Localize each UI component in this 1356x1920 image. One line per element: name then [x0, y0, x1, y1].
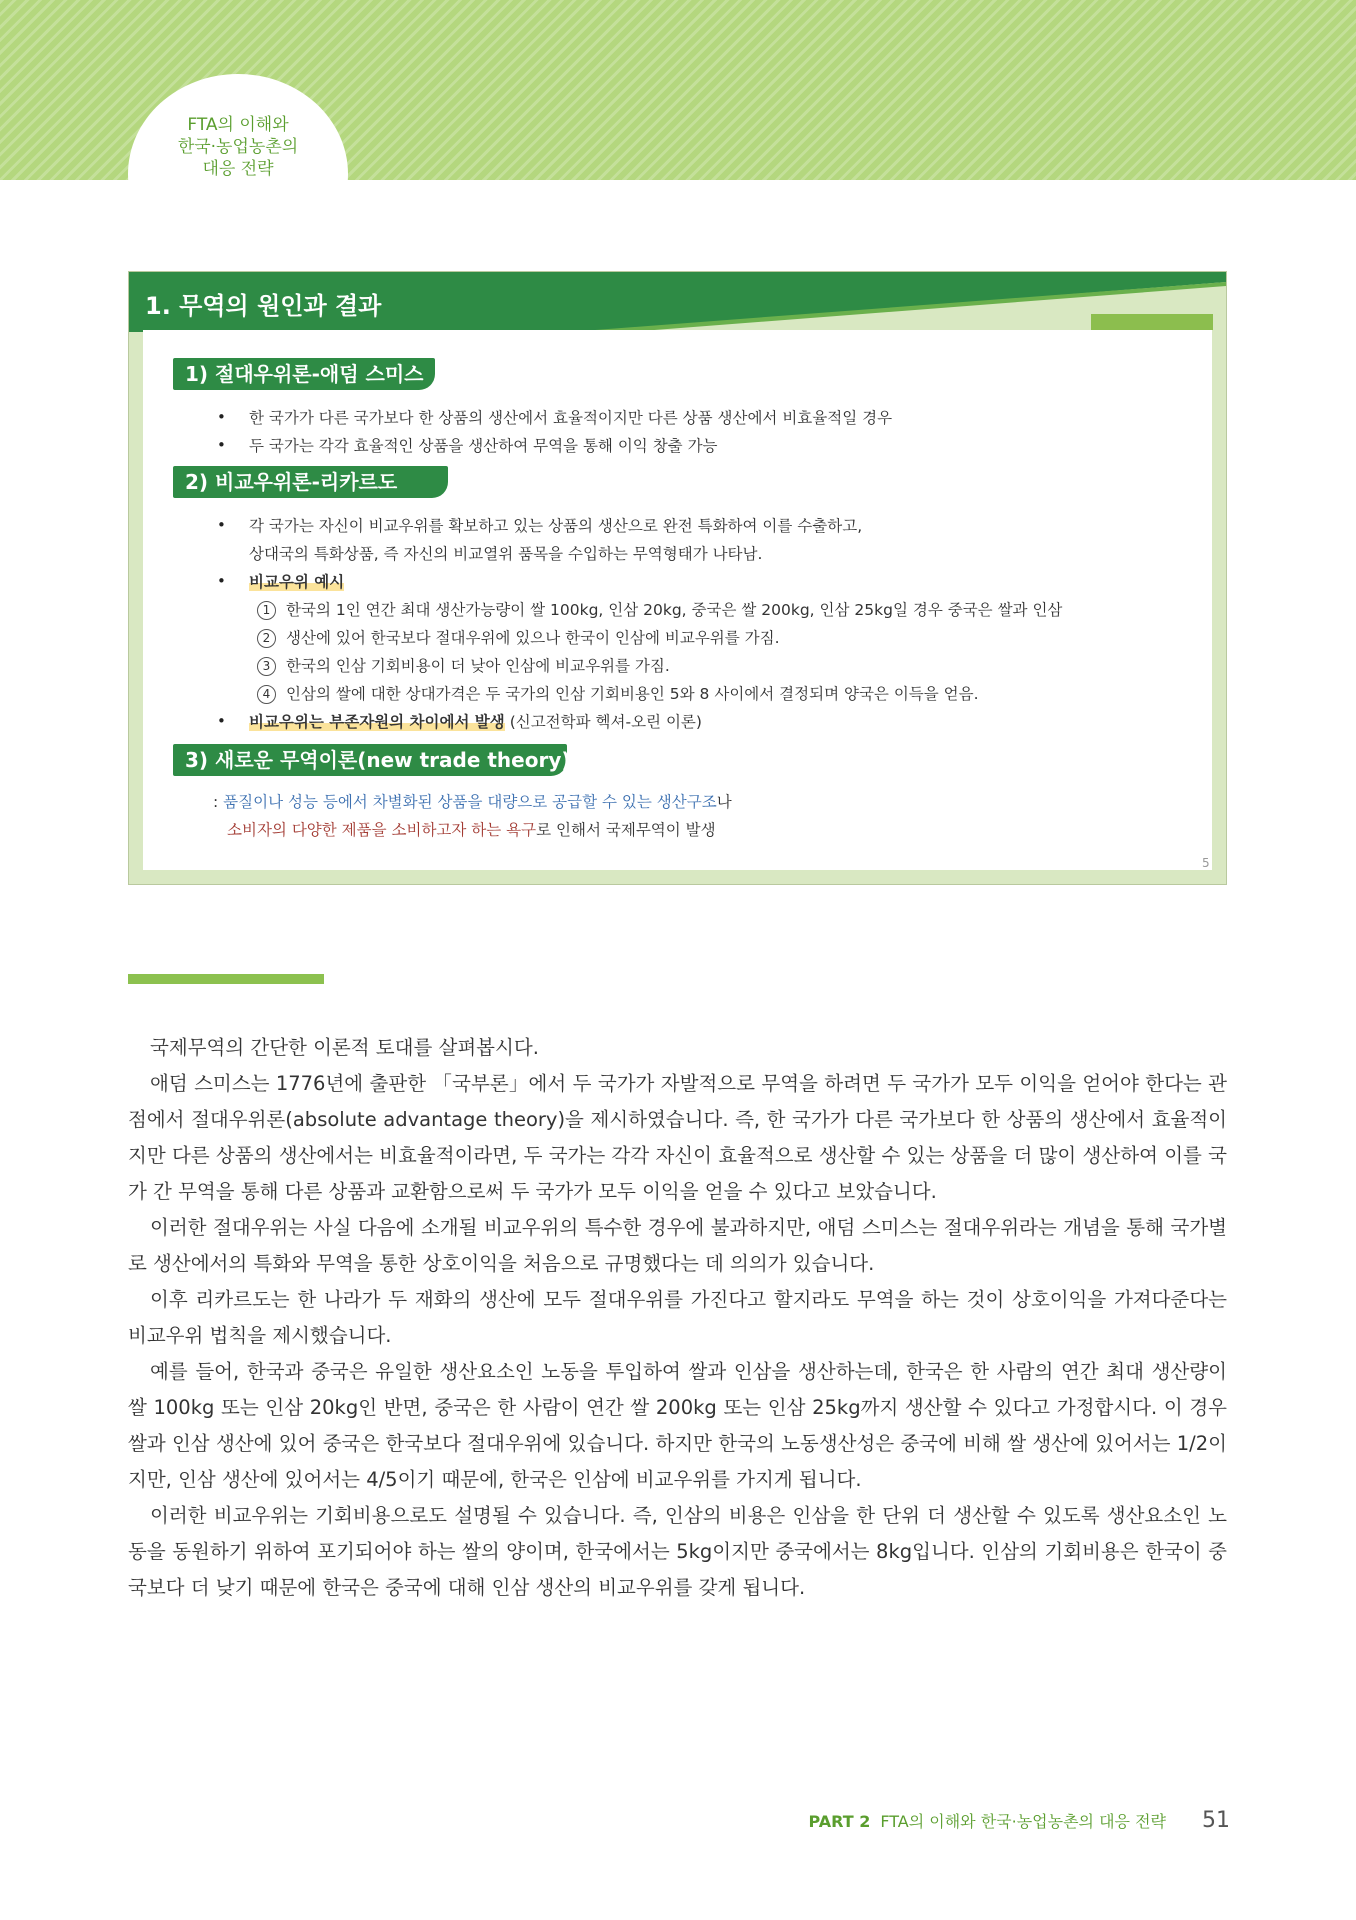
example-heading: [249, 570, 344, 592]
section-2-tag: 2) 비교우위론-리카르도: [173, 466, 448, 498]
paragraph: 이러한 비교우위는 기회비용으로도 설명될 수 있습니다. 즉, 인삼의 비용은 인삼을 한 단위 더 생산할 수 있도록 생산요소인 노동을 동원하기 위하여 포기되어야 하는 쌀의 양이며, 한국에서는 5kg이지만 중국에서는 8kg입니다. 인삼의 기회비용은 한국이 중국보다 더 낮기 때문에 한국은 중국에 대해 인삼 생산의 비교우위를 갖게 됩니다.: [128, 1504, 1227, 1599]
red-phrase: 소비자의 다양한 제품을 소비하고자 하는 욕구: [227, 821, 537, 839]
bullet-icon: •: [217, 408, 226, 426]
section-divider: [128, 974, 324, 984]
slide-title: 1. 무역의 원인과 결과: [145, 292, 382, 320]
bullet-text: (신고전학파 헥셔-오린 이론): [504, 713, 702, 731]
example-text: 한국의 인삼 기회비용이 더 낮아 인삼에 비교우위를 가짐.: [286, 657, 670, 675]
line-suffix: 로 인해서 국제무역이 발생: [536, 821, 716, 839]
section-1-tag: 1) 절대우위론-애덤 스미스: [173, 358, 435, 390]
body-text: [128, 1030, 1227, 1606]
chapter-title-line: 한국·농업농촌의: [177, 137, 299, 157]
section-3-tag: 3) 새로운 무역이론(new trade theory): [173, 744, 567, 776]
page-number: 51: [1202, 1808, 1230, 1833]
chapter-title-line: 대응 전략: [202, 159, 274, 179]
page-footer: [760, 1808, 1230, 1833]
paragraph: 이러한 절대우위는 사실 다음에 소개될 비교우위의 특수한 경우에 불과하지만, 애덤 스미스는 절대우위라는 개념을 통해 국가별로 생산에서의 특화와 무역을 통한 상호이익을 처음으로 규명했다는 데 의의가 있습니다.: [128, 1216, 1227, 1275]
section-1-bullet: 한 국가가 다른 국가보다 한 상품의 생산에서 효율적이지만 다른 상품 생산에서 비효율적일 경우: [249, 409, 893, 427]
lecture-slide: [128, 271, 1227, 885]
chapter-title-line: FTA의 이해와: [187, 115, 289, 135]
example-text: 인삼의 쌀에 대한 상대가격은 두 국가의 인삼 기회비용인 5와 8 사이에서 결정되며 양국은 이득을 얻음.: [286, 685, 979, 703]
example-item: [257, 626, 780, 648]
circled-number: 2: [257, 629, 276, 648]
section-3-line: [227, 818, 716, 840]
bullet-icon: •: [217, 516, 226, 534]
section-1-bullet: 두 국가는 각각 효율적인 상품을 생산하여 무역을 통해 이익 창출 가능: [249, 437, 718, 455]
bullet-icon: •: [217, 436, 226, 454]
slide-content: [143, 330, 1212, 870]
circled-number: 4: [257, 685, 276, 704]
footer-part: PART 2: [808, 1812, 871, 1831]
paragraph: 애덤 스미스는 1776년에 출판한 「국부론」에서 두 국가가 자발적으로 무역을 하려면 두 국가가 모두 이익을 얻어야 한다는 관점에서 절대우위론(absolute advantage theory)을 제시하였습니다. 즉, 한 국가가 다른 국가보다 한 상품의 생산에서 효율적이지만 다른 상품의 생산에서는 비효율적이라면, 두 국가는 각각 자신이 효율적으로 생산할 수 있는 상품을 더 많이 생산하여 이를 국가 간 무역을 통해 다른 상품과 교환함으로써 두 국가가 모두 이익을 얻을 수 있다고 보았습니다.: [128, 1072, 1227, 1203]
example-item: [257, 682, 979, 704]
paragraph: 국제무역의 간단한 이론적 토대를 살펴봅시다.: [150, 1036, 539, 1059]
colon-prefix: :: [213, 793, 224, 811]
section-2-bullet-line: 상대국의 특화상품, 즉 자신의 비교열위 품목을 수입하는 무역형태가 나타남.: [249, 545, 763, 563]
example-text: 생산에 있어 한국보다 절대우위에 있으나 한국이 인삼에 비교우위를 가짐.: [286, 629, 780, 647]
example-item: [257, 654, 670, 676]
bullet-icon: •: [217, 572, 226, 590]
line-suffix: 나: [716, 793, 732, 811]
section-3-line: [213, 790, 732, 812]
bullet-icon: •: [217, 712, 226, 730]
example-item: [257, 598, 1062, 620]
bullet-emphasis: 비교우위는 부존자원의 차이에서 발생: [249, 713, 505, 731]
section-2-bullet: [249, 710, 702, 732]
blue-phrase: 품질이나 성능 등에서 차별화된 상품을 대량으로 공급할 수 있는 생산구조: [223, 793, 717, 811]
chapter-title: [138, 114, 338, 180]
circled-number: 3: [257, 657, 276, 676]
paragraph: 예를 들어, 한국과 중국은 유일한 생산요소인 노동을 투입하여 쌀과 인삼을 생산하는데, 한국은 한 사람의 연간 최대 생산량이 쌀 100kg 또는 인삼 20kg인 반면, 중국은 한 사람이 연간 쌀 200kg 또는 인삼 25kg까지 생산할 수 있다고 가정합시다. 이 경우 쌀과 인삼 생산에 있어 중국은 한국보다 절대우위에 있습니다. 하지만 한국의 노동생산성은 중국에 비해 쌀 생산에 있어서는 1/2이지만, 인삼 생산에 있어서는 4/5이기 때문에, 한국은 인삼에 비교우위를 가지게 됩니다.: [128, 1360, 1227, 1491]
paragraph: 이후 리카르도는 한 나라가 두 재화의 생산에 모두 절대우위를 가진다고 할지라도 무역을 하는 것이 상호이익을 가져다준다는 비교우위 법칙을 제시했습니다.: [128, 1288, 1227, 1347]
footer-title: FTA의 이해와 한국·농업농촌의 대응 전략: [880, 1812, 1166, 1831]
slide-page-number: 5: [1202, 856, 1210, 870]
slide-accent-bar: [1091, 314, 1213, 330]
circled-number: 1: [257, 601, 276, 620]
example-text: 한국의 1인 연간 최대 생산가능량이 쌀 100kg, 인삼 20kg, 중국은 쌀 200kg, 인삼 25kg일 경우 중국은 쌀과 인삼: [286, 601, 1063, 619]
section-2-bullet-line: 각 국가는 자신이 비교우위를 확보하고 있는 상품의 생산으로 완전 특화하여 이를 수출하고,: [249, 517, 863, 535]
example-label: 비교우위 예시: [249, 573, 345, 591]
